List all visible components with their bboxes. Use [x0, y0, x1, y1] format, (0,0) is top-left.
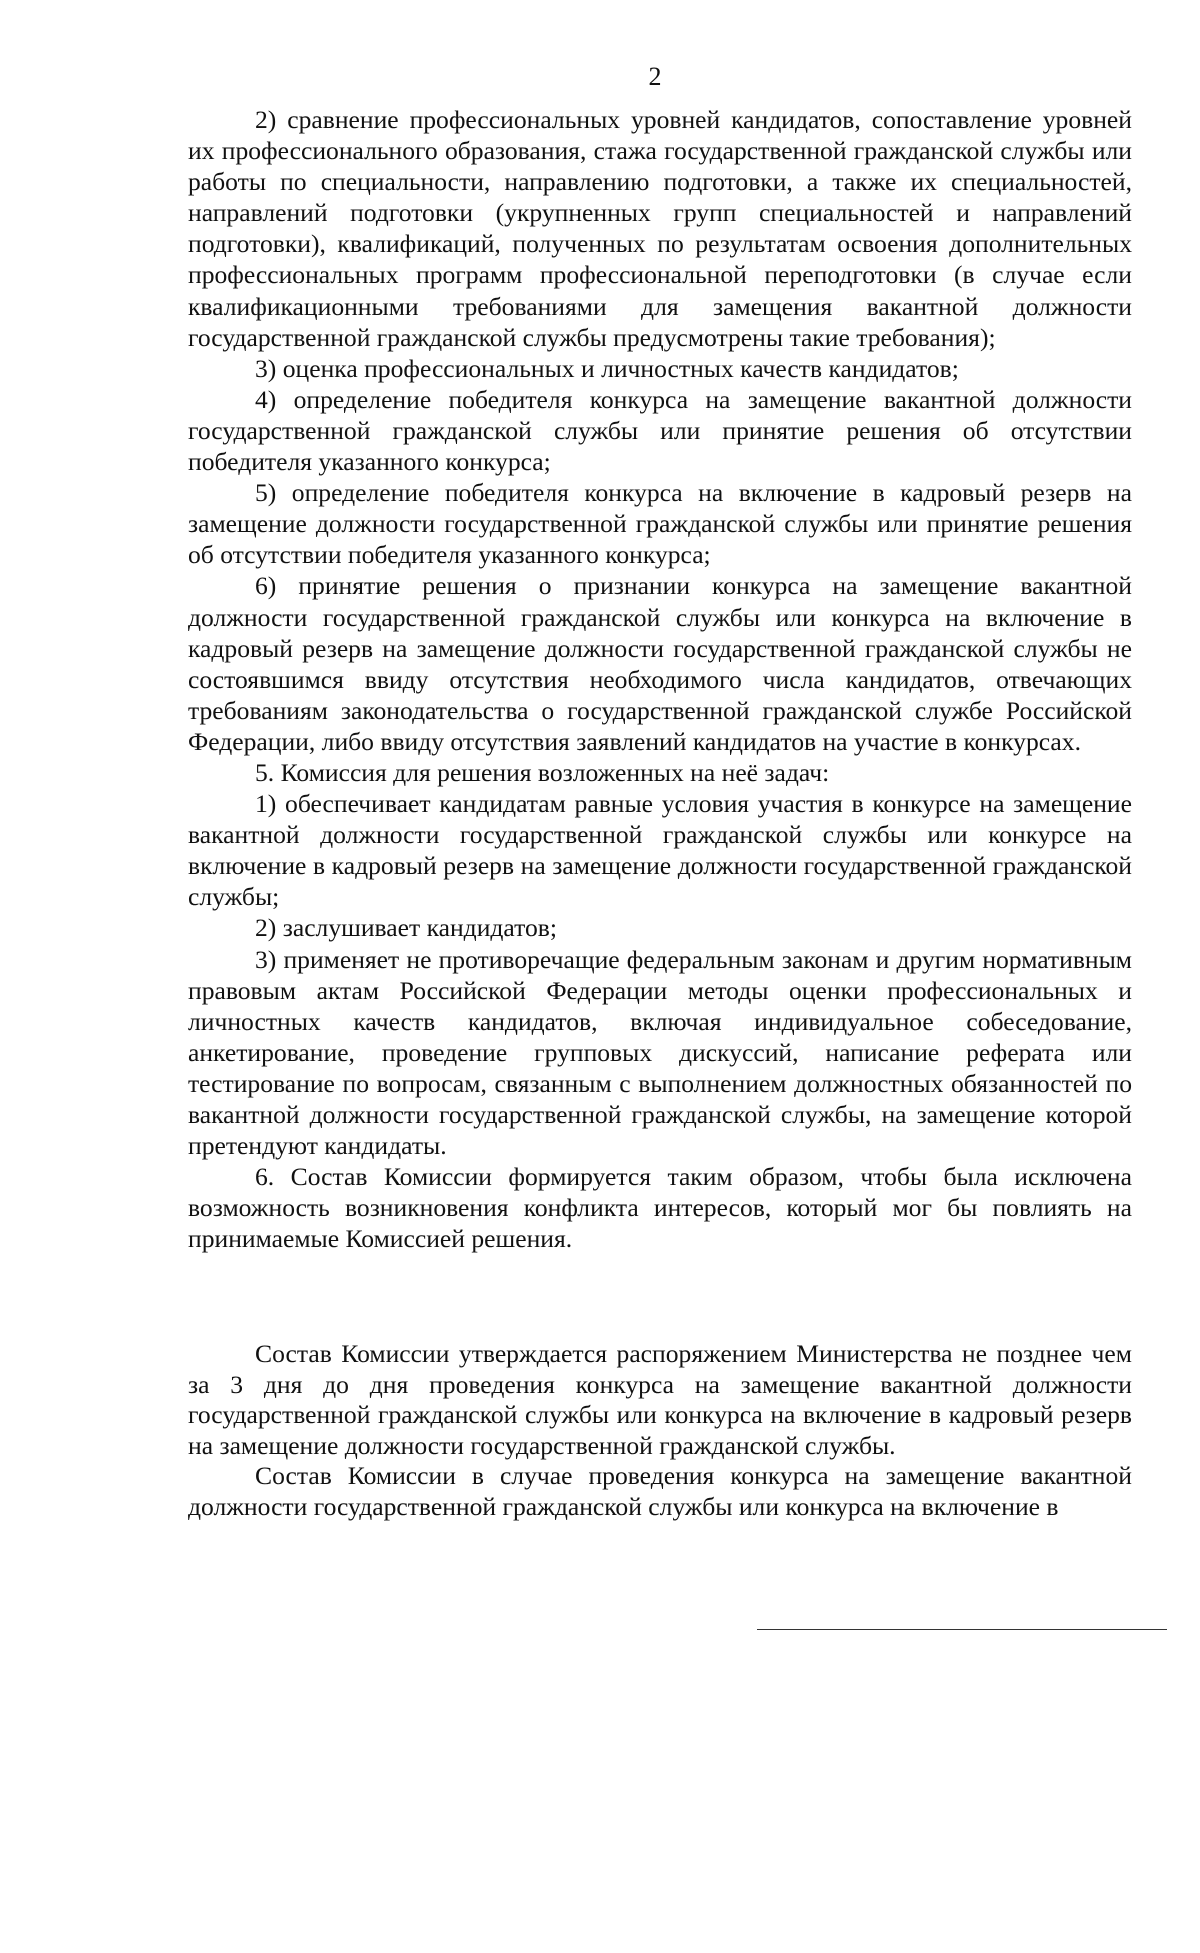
paragraph: 1) обеспечивает кандидатам равные условия участия в конкурсе на замещение вакантной должности государственной гражданской службы или конкурсе на включение в кадровый резерв на замещение должности государственной гражданской службы; [188, 789, 1132, 912]
paragraph: 5) определение победителя конкурса на включение в кадровый резерв на замещение должности государственной гражданской службы или принятие решения об отсутствии победителя указанного конкурса; [188, 478, 1132, 570]
paragraph: 4) определение победителя конкурса на замещение вакантной должности государственной гражданской службы или принятие решения об отсутствии победителя указанного конкурса; [188, 384, 1132, 477]
paragraph: 2) сравнение профессиональных уровней кандидатов, сопоставление уровней их профессионального образования, стажа государственной гражданской службы или работы по специальности, направлению подготовки, а также их специальностей, направлений подготовки (укрупненных групп специальностей и направлений подготовки), квалификаций, полученных по результатам освоения дополнительных профессиональных программ профессиональной переподготовки (в случае если квалификационными требованиями для замещения вакантной должности государственной гражданской службы предусмотрены такие требования); [188, 105, 1132, 352]
footer-divider [757, 1629, 1167, 1630]
paragraph: 6) принятие решения о признании конкурса на замещение вакантной должности государственной гражданской службы или конкурса на включение в кадровый резерв на замещение должности государственной гражданской службы не состоявшимся ввиду отсутствия необходимого числа кандидатов, отвечающих требованиям законодательства о государственной гражданской службе Российской Федерации, либо ввиду отсутствия заявлений кандидатов на участие в конкурсах. [188, 571, 1132, 756]
paragraph: 3) оценка профессиональных и личностных качеств кандидатов; [255, 353, 959, 383]
document-body-upper [188, 104, 1132, 1254]
paragraph: Состав Комиссии в случае проведения конкурса на замещение вакантной должности государственной гражданской службы или конкурса на включение в [188, 1461, 1132, 1521]
document-body-lower [188, 1339, 1132, 1523]
paragraph: 6. Состав Комиссии формируется таким образом, чтобы была исключена возможность возникновения конфликта интересов, который мог бы повлиять на принимаемые Комиссией решения. [188, 1162, 1132, 1254]
paragraph: Состав Комиссии утверждается распоряжением Министерства не позднее чем за 3 дня до дня проведения конкурса на замещение вакантной должности государственной гражданской службы или конкурса на включение в кадровый резерв на замещение должности государственной гражданской службы. [188, 1339, 1132, 1460]
section-heading: 5. Комиссия для решения возложенных на неё задач: [255, 757, 830, 787]
paragraph: 3) применяет не противоречащие федеральным законам и другим нормативным правовым актам Российской Федерации методы оценки профессиональных и личностных качеств кандидатов, включая индивидуальное собеседование, анкетирование, проведение групповых дискуссий, написание реферата или тестирование по вопросам, связанным с выполнением должностных обязанностей по вакантной должности государственной гражданской службы, на замещение которой претендуют кандидаты. [188, 944, 1132, 1161]
page-number: 2 [648, 62, 662, 91]
paragraph: 2) заслушивает кандидатов; [255, 913, 557, 943]
